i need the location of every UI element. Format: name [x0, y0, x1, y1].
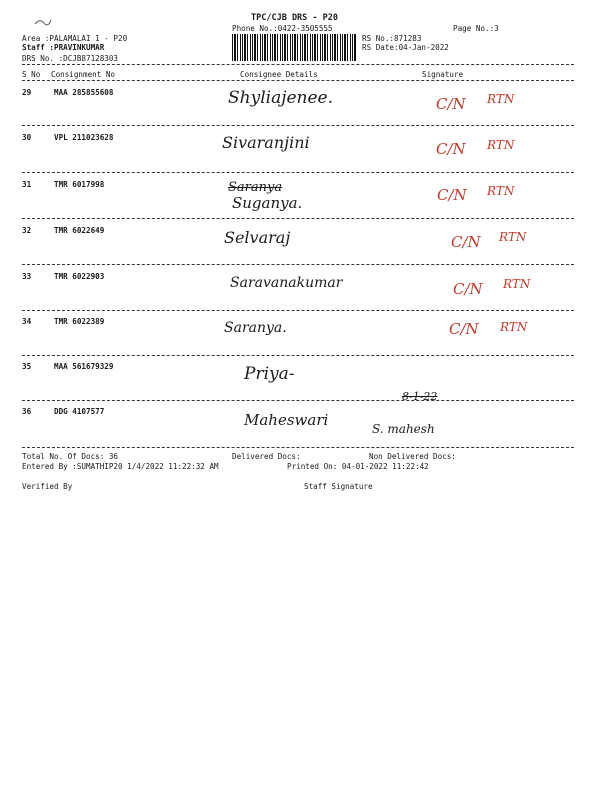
- staff-field: Staff :PRAVINKUMAR: [22, 43, 105, 52]
- entered-by: Entered By :SUMATHIP20 1/4/2022 11:22:32 AM: [22, 462, 219, 471]
- consignee-handwriting: Sivaranjini: [222, 133, 310, 152]
- row-divider: [22, 125, 574, 126]
- consignee-handwriting: Saranya.: [224, 320, 287, 336]
- row-divider: [22, 264, 574, 265]
- report-title: TPC/CJB DRS - P20: [251, 13, 338, 23]
- rs-date: RS Date:04-Jan-2022: [362, 43, 449, 52]
- row-sno: 35: [22, 362, 32, 371]
- signature-rtn: RTN: [487, 92, 515, 106]
- printed-on: Printed On: 04-01-2022 11:22:42: [287, 462, 429, 471]
- signature-date: 8-1-22: [402, 390, 438, 403]
- consignee-handwriting: Saravanakumar: [230, 275, 343, 291]
- row-sno: 34: [22, 317, 32, 326]
- scribble-icon: [34, 12, 52, 31]
- signature-rtn: RTN: [499, 230, 527, 244]
- row-consignment: DDG 4107577: [54, 407, 105, 416]
- signature-cn: C/N: [449, 320, 479, 338]
- col-header-signature: Signature: [422, 70, 464, 79]
- consignee-handwriting: Maheswari: [244, 411, 329, 429]
- signature-cn: C/N: [451, 233, 481, 251]
- divider: [22, 64, 574, 65]
- rs-number: RS No.:871283: [362, 34, 422, 43]
- delivered-docs: Delivered Docs:: [232, 452, 301, 461]
- signature-rtn: RTN: [500, 320, 528, 334]
- row-consignment: TMR 6022903: [54, 272, 105, 281]
- non-delivered-docs: Non Delivered Docs:: [369, 452, 456, 461]
- signature-rtn: RTN: [487, 184, 515, 198]
- consignee-handwriting: Selvaraj: [224, 228, 291, 247]
- row-consignment: VPL 211023628: [54, 133, 114, 142]
- row-sno: 32: [22, 226, 32, 235]
- signature-cn: C/N: [437, 186, 467, 204]
- row-divider: [22, 400, 574, 401]
- signature-cn: C/N: [436, 140, 466, 158]
- signature-cn: C/N: [453, 280, 483, 298]
- total-docs: Total No. Of Docs: 36: [22, 452, 119, 461]
- row-sno: 30: [22, 133, 32, 142]
- col-header-consignee: Consignee Details: [240, 70, 318, 79]
- row-sno: 29: [22, 88, 32, 97]
- row-consignment: MAA 285855608: [54, 88, 114, 97]
- row-divider: [22, 172, 574, 173]
- divider: [22, 80, 574, 81]
- signature-rtn: RTN: [503, 277, 531, 291]
- verified-by: Verified By: [22, 482, 73, 491]
- staff-signature-label: Staff Signature: [304, 482, 373, 491]
- consignee-handwriting: Suganya.: [232, 194, 303, 212]
- row-consignment: MAA 561679329: [54, 362, 114, 371]
- row-consignment: TMR 6022649: [54, 226, 105, 235]
- signature-rtn: RTN: [487, 138, 515, 152]
- consignee-handwriting-struck: Saranya: [228, 180, 283, 195]
- area-field: Area :PALAMALAI 1 - P20: [22, 34, 128, 43]
- col-header-sno: S No: [22, 70, 41, 79]
- signature-cn: C/N: [436, 95, 466, 113]
- consignee-handwriting: Priya-: [244, 364, 295, 384]
- row-sno: 36: [22, 407, 32, 416]
- row-divider: [22, 310, 574, 311]
- row-divider: [22, 447, 574, 448]
- col-header-consignment: Consignment No: [51, 70, 116, 79]
- drs-number: DRS No. :DCJB87128303: [22, 54, 119, 63]
- row-sno: 31: [22, 180, 32, 189]
- page-number: Page No.:3: [453, 24, 499, 33]
- signature-scrawl: S. mahesh: [372, 422, 435, 436]
- row-divider: [22, 355, 574, 356]
- row-consignment: TMR 6022389: [54, 317, 105, 326]
- row-consignment: TMR 6017998: [54, 180, 105, 189]
- phone-number: Phone No.:0422-3505555: [232, 24, 333, 33]
- row-divider: [22, 218, 574, 219]
- barcode: [232, 34, 356, 61]
- row-sno: 33: [22, 272, 32, 281]
- consignee-handwriting: Shyliajenee.: [228, 88, 334, 108]
